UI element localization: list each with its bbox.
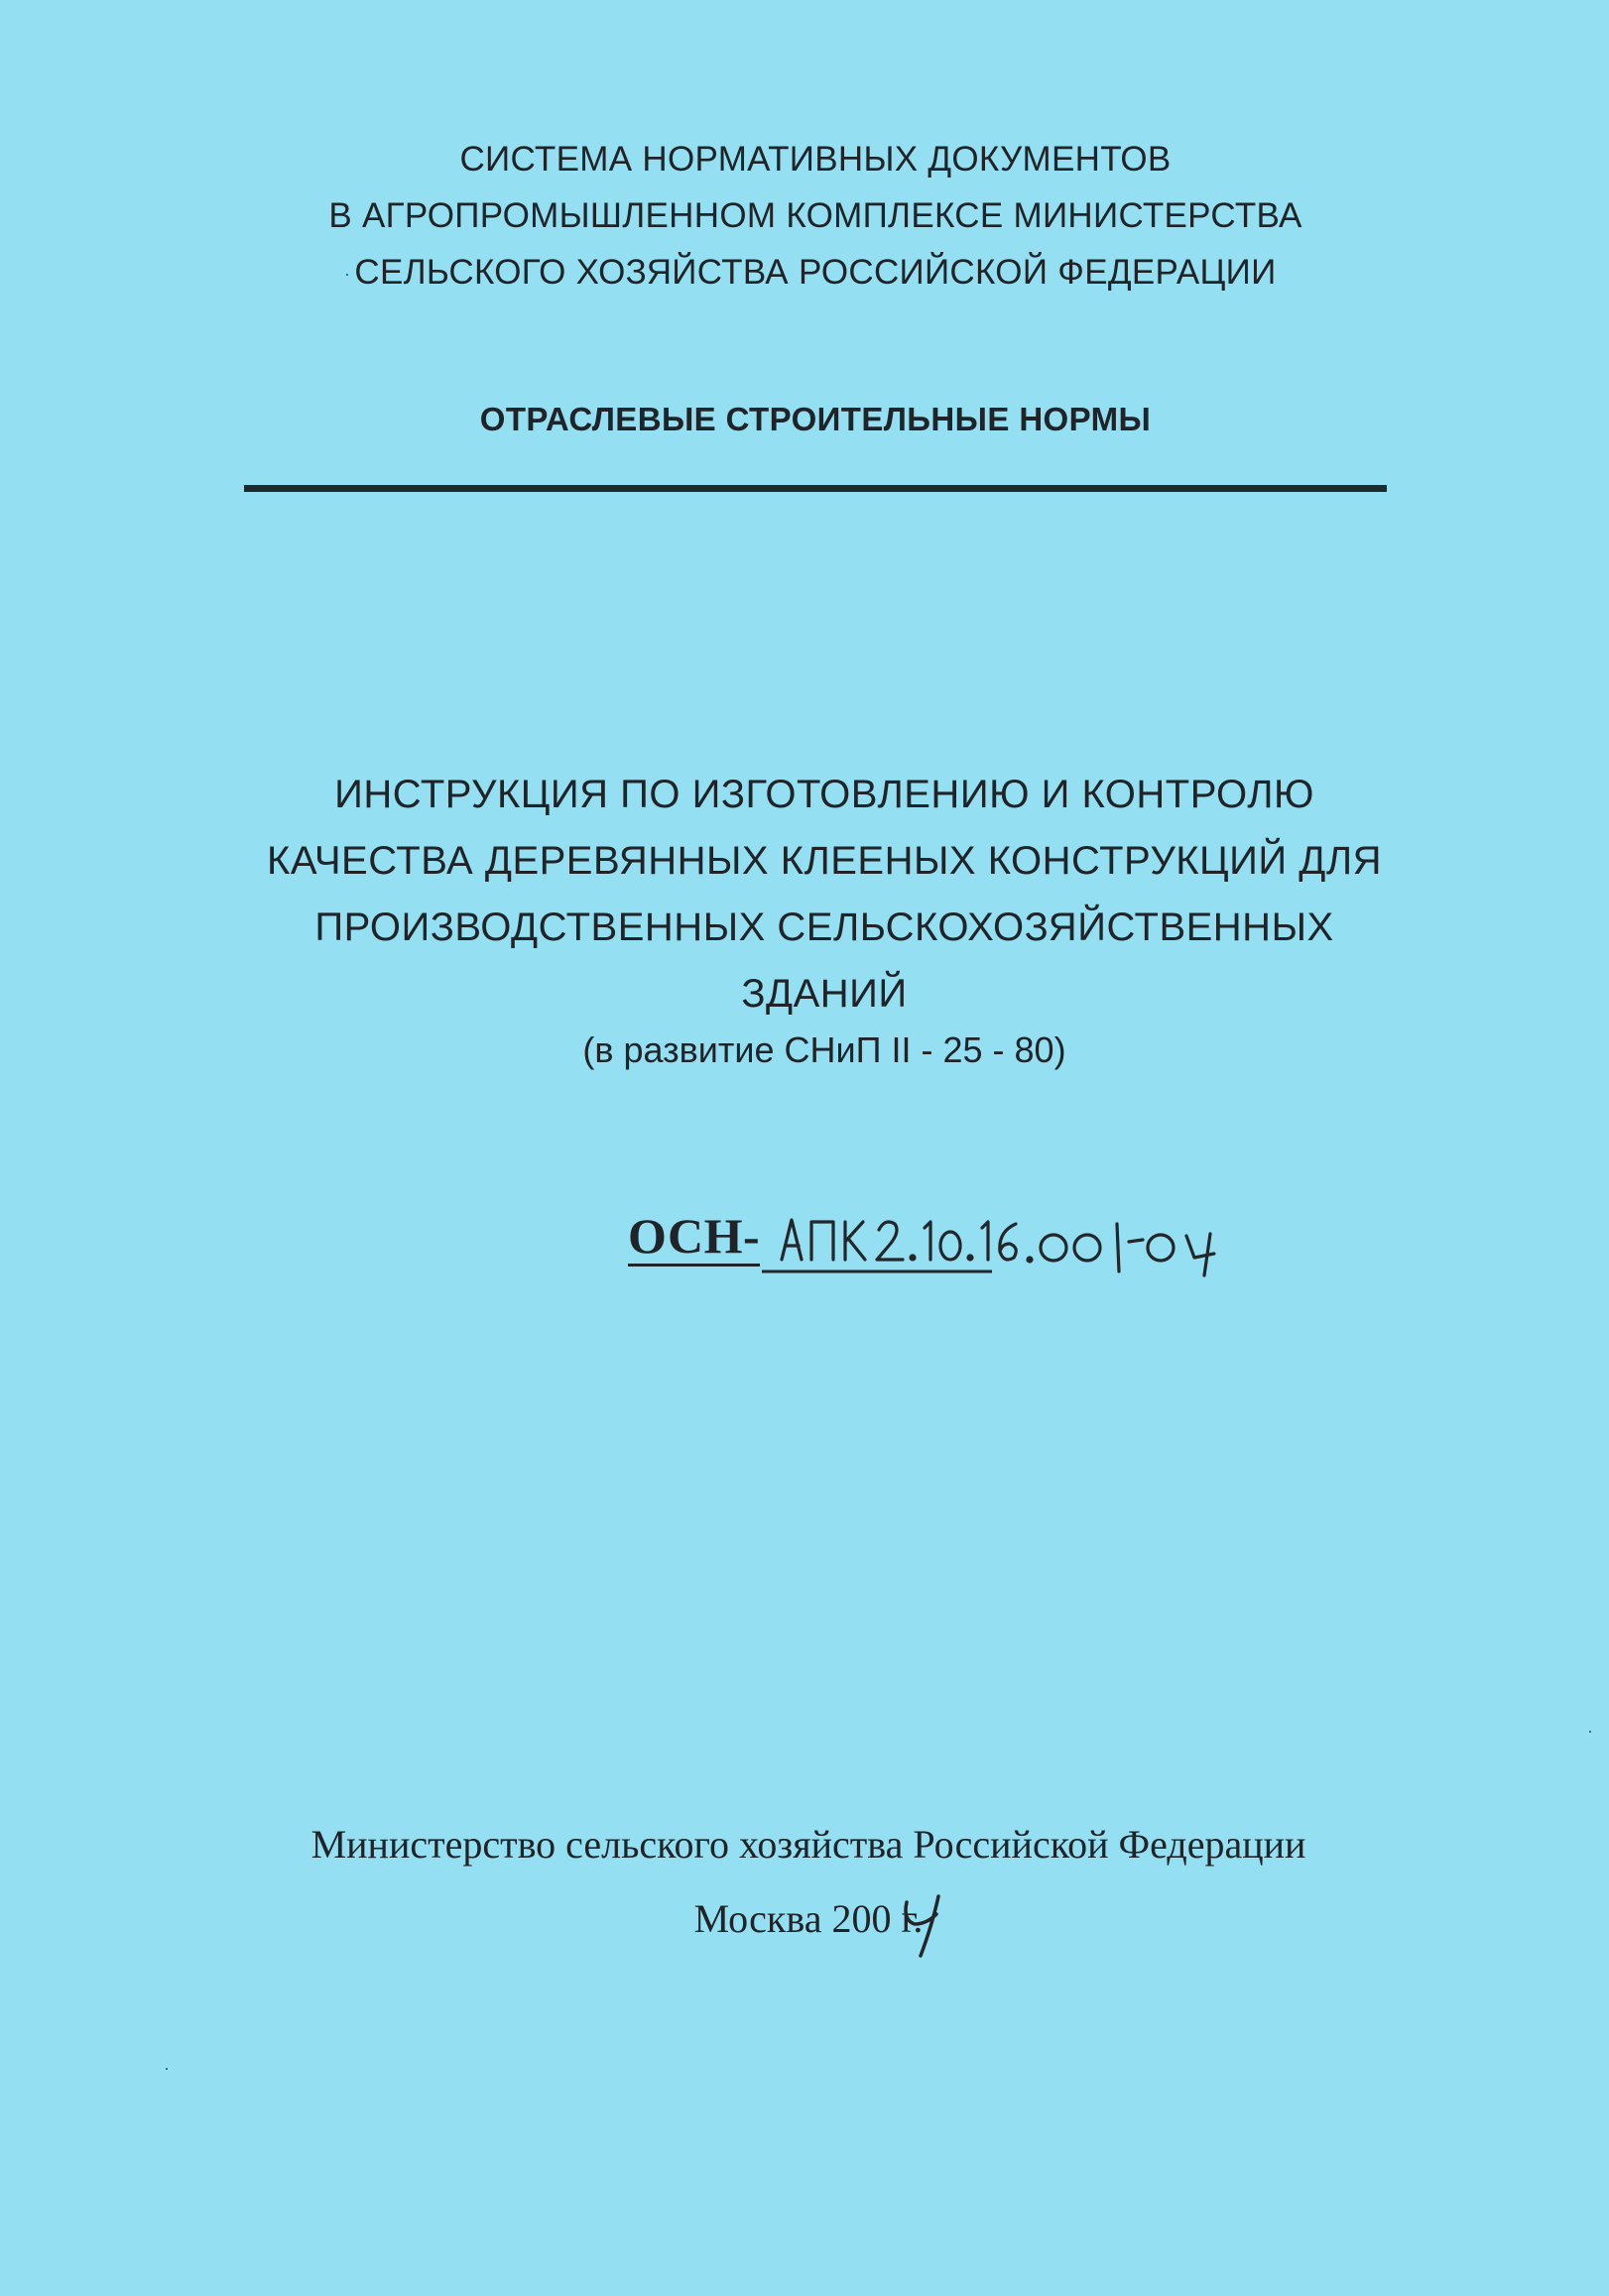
- system-heading-line-3: СЕЛЬСКОГО ХОЗЯЙСТВА РОССИЙСКОЙ ФЕДЕРАЦИИ: [354, 253, 1277, 292]
- document-code: [628, 1208, 760, 1277]
- year-correction-handwritten: [893, 1884, 952, 1964]
- paper-speck: [166, 2068, 168, 2070]
- document-title-line-2: КАЧЕСТВА ДЕРЕВЯННЫХ КЛЕЕНЫХ КОНСТРУКЦИЙ ДЛЯ: [267, 839, 1382, 883]
- system-heading-line-1: СИСТЕМА НОРМАТИВНЫХ ДОКУМЕНТОВ: [459, 140, 1172, 179]
- document-title-line-1: ИНСТРУКЦИЯ ПО ИЗГОТОВЛЕНИЮ И КОНТРОЛЮ: [334, 773, 1314, 816]
- city-and-year: Москва 200 г.: [693, 1896, 924, 1941]
- system-heading: [0, 131, 1609, 301]
- branch-heading: ОТРАСЛЕВЫЕ СТРОИТЕЛЬНЫЕ НОРМЫ: [479, 401, 1152, 437]
- horizontal-rule: [244, 485, 1387, 492]
- document-title: [0, 762, 1609, 1027]
- ministry-name: Министерство сельского хозяйства Российской Федерации: [310, 1822, 1306, 1867]
- document-code-handwritten: [762, 1202, 1377, 1291]
- paper-speck: [1589, 1731, 1591, 1733]
- document-code-printed: ОСН-: [628, 1208, 760, 1267]
- system-heading-line-2: В АГРОПРОМЫШЛЕННОМ КОМПЛЕКСЕ МИНИСТЕРСТВА: [328, 196, 1302, 235]
- document-title-line-4: ЗДАНИЙ: [741, 972, 908, 1016]
- document-title-line-3: ПРОИЗВОДСТВЕННЫХ СЕЛЬСКОХОЗЯЙСТВЕННЫХ: [314, 906, 1334, 949]
- paper-speck: [346, 274, 348, 276]
- document-subtitle: (в развитие СНиП II - 25 - 80): [582, 1029, 1066, 1070]
